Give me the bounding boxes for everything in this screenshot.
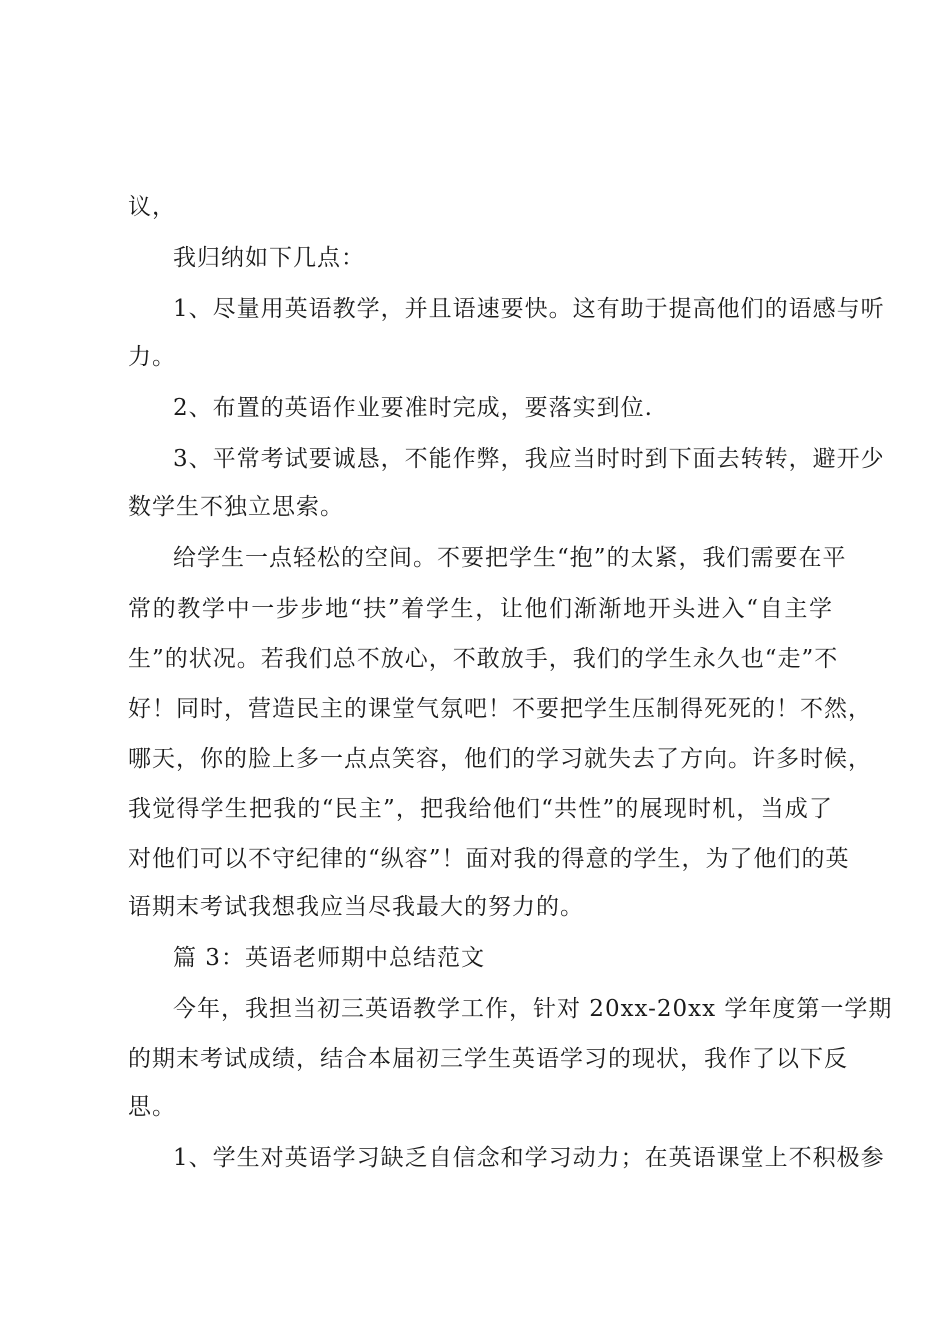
text-line: 对他们可以不守纪律的“纵容”！面对我的得意的学生，为了他们的英 — [128, 846, 850, 872]
text-line: 1、尽量用英语教学，并且语速要快。这有助于提高他们的语感与听 — [173, 296, 885, 322]
text-line: 我觉得学生把我的“民主”，把我给他们“共性”的展现时机，当成了 — [128, 796, 833, 822]
text-line: 思。 — [128, 1094, 176, 1120]
text-line: 2、布置的英语作业要准时完成，要落实到位. — [173, 395, 653, 421]
text-line: 力。 — [128, 344, 176, 370]
text-line: 数学生不独立思索。 — [128, 494, 344, 520]
text-line: 我归纳如下几点： — [173, 245, 365, 271]
text-line: 生”的状况。若我们总不放心，不敢放手，我们的学生永久也“走”不 — [128, 646, 839, 672]
text-line: 3、平常考试要诚恳，不能作弊，我应当时时到下面去转转，避开少 — [173, 446, 885, 472]
text-line: 1、学生对英语学习缺乏自信念和学习动力；在英语课堂上不积极参 — [173, 1145, 885, 1171]
text-line: 语期末考试我想我应当尽我最大的努力的。 — [128, 894, 584, 920]
text-line: 的期末考试成绩，结合本届初三学生英语学习的现状，我作了以下反 — [128, 1046, 848, 1072]
section-heading: 篇 3：英语老师期中总结范文 — [173, 945, 485, 971]
text-line: 常的教学中一步步地“扶”着学生，让他们渐渐地开头进入“自主学 — [128, 596, 833, 622]
text-line: 好！同时，营造民主的课堂气氛吧！不要把学生压制得死死的！不然， — [128, 696, 872, 722]
text-line: 哪天，你的脸上多一点点笑容，他们的学习就失去了方向。许多时候， — [128, 746, 872, 772]
text-line: 议， — [128, 194, 176, 220]
text-line: 给学生一点轻松的空间。不要把学生“抱”的太紧，我们需要在平 — [173, 545, 847, 571]
text-line: 今年，我担当初三英语教学工作，针对 20xx-20xx 学年度第一学期 — [173, 996, 893, 1022]
